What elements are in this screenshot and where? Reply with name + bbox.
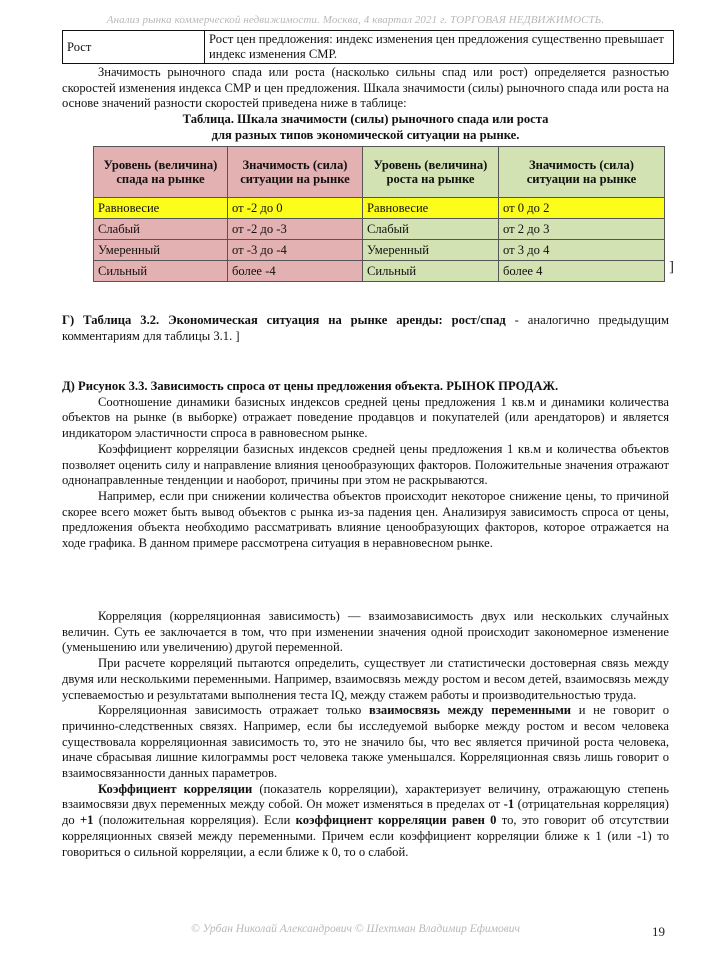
footer-authors: © Урбан Николай Александрович © Шехтман Владимир Ефимович (191, 923, 520, 935)
section-d (62, 379, 669, 552)
significance-block (62, 65, 669, 144)
table-row (94, 240, 665, 261)
page-number: 19 (652, 924, 665, 939)
table-cell: от 0 до 2 (499, 198, 665, 219)
scale-table-caption-2: для разных типов экономической ситуации на рынке. (211, 127, 520, 142)
table-header-row (94, 147, 665, 198)
paragraph: Например, если при снижении количества объектов происходит некоторое снижение цены, то причиной скорее всего может быть вывод объектов с рынка из-за падения цен. Анализируя зависимость спроса от цены, предложения объекта необходимо рассматривать влияние ценообразующих факторов, которое отражается на ходе графика. В данном примере рассмотрена ситуация в неравновесном рынке. (62, 488, 669, 551)
header-decline-level: Уровень (величина) спада на рынке (94, 147, 228, 198)
text-run: (показатель корреляции), характеризует величину, отражающую степень взаимосвязи двух переменных между собой. Он может изменяться в пределах от (62, 781, 669, 812)
paragraph (62, 782, 669, 861)
text-run: (отрицательная корреляция) до (62, 797, 669, 828)
table-row (63, 31, 674, 64)
table-cell: Умеренный (363, 240, 499, 261)
paragraph: Соотношение динамики базисных индексов средней цены предложения 1 кв.м и динамики количества объектов на рынке (в выборке) отражает поведение продавцов и покупателей (или арендаторов) и является индикатором эластичности спроса в равновесном рынке. (62, 394, 669, 441)
paragraph (62, 703, 669, 782)
paragraph: Корреляция (корреляционная зависимость) — взаимозависимость двух или нескольких случайных величин. Суть ее заключается в том, что при изменении значения одной происходит закономерное изменение (уменьшению или увеличению) другой переменной. (62, 609, 669, 655)
bold-run: коэффициент корреляции равен 0 (295, 813, 497, 828)
section-g-rest: - аналогично предыдущим комментариям для таблицы 3.1. (62, 313, 669, 343)
table-cell: Слабый (94, 219, 228, 240)
text-run: и не говорит о причинно-следственных связях. Например, если бы исследуемой выборке между ростом и весом человека существовала корреляционная зависимость то, это не значило бы, что вес является причиной роста человека, иначе сбрасывая лишние килограммы рост человека также уменьшался. Корреляционная связь лишь говорит о взаимосвязанности данных параметров. (62, 703, 670, 781)
table-cell: Сильный (94, 261, 228, 282)
bold-run: взаимосвязь между переменными (369, 703, 572, 718)
section-g-lead: Г) Таблица 3.2. Экономическая ситуация на рынке аренды: рост/спад (62, 313, 506, 327)
running-header: Анализ рынка коммерческой недвижимости. Москва, 4 квартал 2021 г. ТОРГОВАЯ НЕДВИЖИМОСТЬ. (0, 14, 711, 26)
market-situation-table (62, 30, 674, 64)
table-cell: Равновесие (363, 198, 499, 219)
significance-scale-table (93, 146, 665, 282)
paragraph: При расчете корреляций пытаются определить, существует ли статистически достоверная связь между двумя или несколькими переменными. Например, взаимосвязь между ростом и весом детей, взаимосвязь между успеваемостью и результатами выполнения теста IQ, между стажем работы и производительностью труда. (62, 656, 669, 702)
table-cell: Равновесие (94, 198, 228, 219)
correlation-section (62, 609, 669, 860)
bracket-mark: ] (669, 259, 674, 275)
bold-run: -1 (503, 797, 515, 812)
header-decline-significance: Значимость (сила) ситуации на рынке (228, 147, 363, 198)
bracket-mark: ] (232, 328, 240, 343)
bold-run: +1 (80, 813, 94, 828)
table-cell: от -2 до 0 (228, 198, 363, 219)
section-g (62, 313, 669, 344)
section-g-paragraph (62, 313, 669, 344)
bold-run: Коэффициент корреляции (98, 781, 253, 796)
table-cell: Умеренный (94, 240, 228, 261)
table-cell: более 4 (499, 261, 665, 282)
table-cell: от -2 до -3 (228, 219, 363, 240)
table-cell: от 3 до 4 (499, 240, 665, 261)
text-run: (положительная корреляция). Если (93, 813, 296, 828)
header-growth-significance: Значимость (сила) ситуации на рынке (499, 147, 665, 198)
table-row (94, 219, 665, 240)
table-row (94, 261, 665, 282)
paragraph-significance: Значимость рыночного спада или роста (насколько сильны спад или рост) определяется разностью скоростей изменения индекса СМР и цен предложения. Шкала значимости (силы) рыночного спада или роста на основе значений разности скоростей приведена ниже в таблице: (62, 65, 669, 111)
text-run: Корреляционная зависимость отражает только (98, 703, 370, 718)
header-growth-level: Уровень (величина) роста на рынке (363, 147, 499, 198)
scale-table-caption-1: Таблица. Шкала значимости (силы) рыночного спада или роста (182, 112, 549, 127)
table-cell-text: Рост цен предложения: индекс изменения цен предложения существенно превышает индекс изменения СМР. (205, 31, 674, 64)
table-row (94, 198, 665, 219)
paragraph: Коэффициент корреляции базисных индексов средней цены предложения 1 кв.м и количества объектов позволяет оценить силу и направление влияния ценообразующих факторов. Положительные значения отражают однонаправленные тенденции и наоборот, причины при этом не раскрываются. (62, 441, 669, 488)
table-cell-label: Рост (63, 31, 205, 64)
table-cell: Сильный (363, 261, 499, 282)
text-run: то, это говорит об отсутствии корреляционных связей между переменными. Причем если коэффициент корреляции ближе к 1 (или -1) то говориться о сильной корреляции, а если ближе к 0, то о слабой. (62, 813, 669, 859)
table-cell: Слабый (363, 219, 499, 240)
section-d-title (62, 379, 669, 395)
table-cell: от 2 до 3 (499, 219, 665, 240)
section-d-title-text: Д) Рисунок 3.3. Зависимость спроса от цены предложения объекта. РЫНОК ПРОДАЖ. (62, 379, 559, 393)
table-cell: от -3 до -4 (228, 240, 363, 261)
table-cell: более -4 (228, 261, 363, 282)
